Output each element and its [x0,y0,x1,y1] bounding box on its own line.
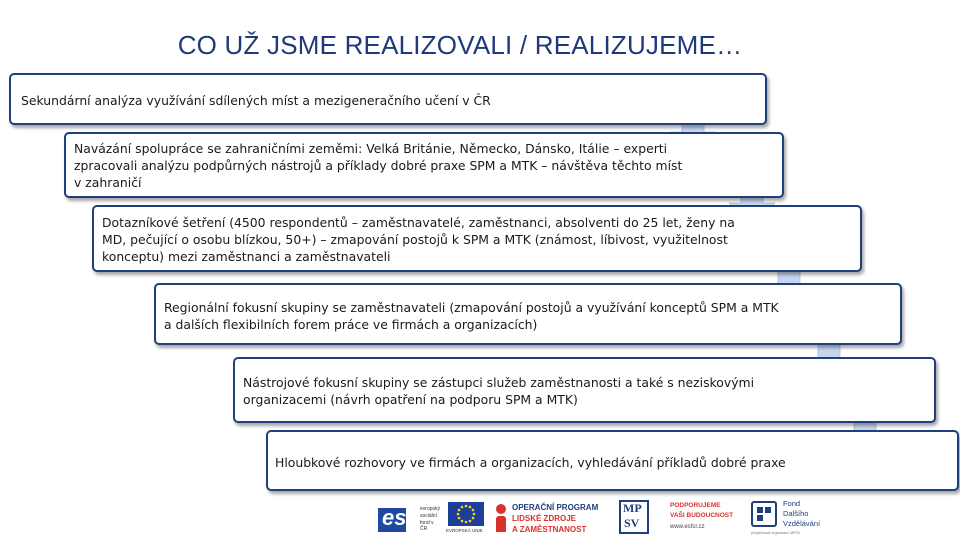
fdv-logo: Fond Dalšího Vzdělávání příspěvková organizace MPSV [751,499,821,535]
step-lead: Hloubkové rozhovory ve firmách a organizacích, vyhledávání příkladů dobré praxe [275,455,786,470]
step-box-6 [266,430,959,491]
esfcr-logo: PODPORUJEME VAŠI BUDOUCNOST www.esfcr.cz [670,502,734,530]
step-box-4 [154,283,902,345]
step-lead: Nástrojové fokusní skupiny se zástupci služeb zaměstnanosti a také s neziskovými organizacemi [243,375,755,407]
step-box-5 [233,357,936,423]
step-text: – experti zpracovali analýzu podpůrných nástrojů a příklady dobré praxe SPM a MTK – návštěva těchto míst v zahraničí [74,141,683,190]
step-lead: Navázání spolupráce se zahraničními zeměmi: Velká Británie, Německo, Dánsko, Itálie [74,141,610,156]
step-box-3 [92,205,862,272]
step-box-1 [9,73,767,125]
step-lead: Regionální fokusní skupiny se zaměstnavateli [164,300,446,315]
op-lzz-logo: OPERAČNÍ PROGRAM LIDSKÉ ZDROJE A ZAMĚSTNANOST [494,498,606,536]
step-box-2 [64,132,784,198]
step-text: (zmapování postojů a využívání konceptů SPM a MTK a dalších flexibilních forem práce ve firmách a organizacích) [164,300,779,332]
eu-flag-logo: EVROPSKÁ UNIE [446,498,486,536]
step-text: (návrh opatření na podporu SPM a MTK) [326,392,578,407]
sponsor-logos [378,498,838,538]
mpsv-logo: MP SV [619,498,653,536]
esf-logo: esf evropský sociální fond v ČR [378,498,442,536]
step-lead: Sekundární analýza [21,93,143,108]
step-text: využívání sdílených míst a mezigeneračního učení v ČR [142,93,491,108]
page-title: CO UŽ JSME REALIZOVALI / REALIZUJEME… [177,30,743,60]
step-text: – zaměstnavatelé, zaměstnanci, absolventi do 25 let, ženy na MD, pečující o osobu blízkou, 50+) – zmapování postojů k SPM a MTK (známost, líbivost, využitelnost konceptu) mezi zaměstnanci a zaměstnavateli [102,215,735,264]
step-lead: Dotazníkové šetření (4500 respondentů [102,215,348,230]
eu-stars-icon [448,502,484,526]
